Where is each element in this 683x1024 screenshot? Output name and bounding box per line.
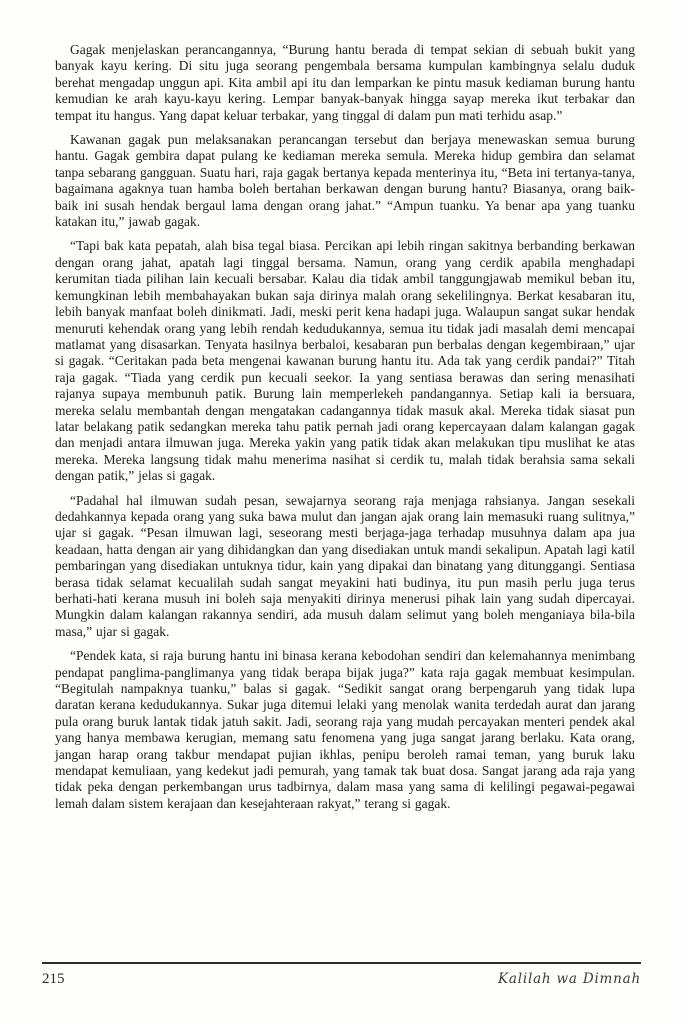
footer-rule [42, 962, 641, 964]
paragraph-2: Kawanan gagak pun melaksanakan perancangan tersebut dan berjaya menewaskan semua burung hantu. Gagak gembira dapat pulang ke kediaman mereka semula. Mereka hidup gembira dan selamat tanpa sebarang gangguan. Suatu hari, raja gagak bertanya kepada menterinya itu, “Beta ini tertanya-tanya, bagaimana agaknya tuan hamba boleh bertahan berkawan dengan burung hantu? Biasanya, orang baik-baik ini susah hendak bergaul lama dengan orang jahat.” “Ampun tuanku. Ya benar apa yang tuanku katakan itu,” jawab gagak. [55, 132, 635, 230]
page-footer [42, 971, 641, 988]
paragraph-1: Gagak menjelaskan perancangannya, “Burung hantu berada di tempat sekian di sebuah bukit yang banyak kayu kering. Di situ juga seorang pengembala bersama kumpulan kambingnya selalu duduk berehat mengadap unggun api. Kita ambil api itu dan lemparkan ke pintu masuk kediaman burung hantu kemudian ke arah kayu-kayu kering. Lempar banyak-banyak hingga sayap mereka ikut terbakar dan tempat itu hangus. Yang dapat keluar terbakar, yang tinggal di dalam pun mati terhidu asap.” [55, 42, 635, 123]
running-title: Kalilah wa Dimnah [498, 971, 641, 987]
page-body [55, 42, 635, 820]
page-number: 215 [42, 971, 65, 987]
paragraph-3: “Tapi bak kata pepatah, alah bisa tegal biasa. Percikan api lebih ringan sakitnya berbanding berkawan dengan orang jahat, apatah lagi tinggal bersama. Namun, orang yang cerdik apabila menghadapi kerumitan tiada pilihan lain kecuali bersabar. Kalau dia tidak ambil tanggungjawab memikul beban itu, kemungkinan lebih membahayakan bukan saja dirinya malah orang sekelilingnya. Berkat kesabaran itu, lebih banyak manfaat boleh dinikmati. Jadi, meski perit kena hadapi juga. Walaupun sangat sukar hendak menuruti kehendak orang yang lebih rendah kedudukannya, semua itu tidak jadi masalah demi mencapai matlamat yang disasarkan. Tenyata hasilnya berbaloi, kesabaran pun berbalas dengan kegembiraan,” ujar si gagak. “Ceritakan pada beta mengenai kawanan burung hantu itu. Ada tak yang cerdik pandai?” Titah raja gagak. “Tiada yang cerdik pun kecuali seekor. Ia yang sentiasa berawas dan sering menasihati rajanya supaya membunuh patik. Burung lain memperlekeh pandangannya. Setiap kali ia bersuara, mereka selalu membantah dengan mengatakan cadangannya tidak masuk akal. Mereka tidak siasat pun latar belakang patik sedangkan mereka tahu patik pernah jadi orang kepercayaan dalam kalangan gagak dan menjadi antara ilmuwan juga. Mereka yakin yang patik tidak akan melakukan tipu muslihat ke atas mereka. Mereka langsung tidak mahu menerima nasihat si cerdik tu, malah tidak berahsia sama sekali dengan patik,” jelas si gagak. [55, 238, 635, 484]
paragraph-4: “Padahal hal ilmuwan sudah pesan, sewajarnya seorang raja menjaga rahsianya. Jangan sesekali dedahkannya kepada orang yang suka bawa mulut dan jangan ajak orang lain memasuki ruang sulitnya,” ujar si gagak. “Pesan ilmuwan lagi, seseorang mesti berjaga-jaga terhadap musuhnya dalam apa jua keadaan, hatta dengan air yang dihidangkan dan yang disediakan untuk mandi sekalipun. Apatah lagi katil pembaringan yang disediakan untuknya tidur, kain yang dipakai dan binatang yang ditunggangi. Sentiasa berasa tidak selamat kecualilah sudah sangat meyakini hati budinya, itu pun masih perlu juga terus berhati-hati kerana musuh ini boleh saja menyakiti dirinya menerusi pihak lain yang sudah dipercayai. Mungkin dalam kalangan rakannya sendiri, ada musuh dalam selimut yang boleh menganiaya bila-bila masa,” ujar si gagak. [55, 492, 635, 639]
paragraph-5: “Pendek kata, si raja burung hantu ini binasa kerana kebodohan sendiri dan kelemahannya menimbang pendapat panglima-panglimanya yang tidak berapa bijak juga?” kata raja gagak membuat kesimpulan. “Begitulah nampaknya tuanku,” balas si gagak. “Sedikit sangat orang berpengaruh yang tidak lupa daratan kerana kedudukannya. Sukar juga ditemui lelaki yang menolak wanita terdedah aurat dan jarang pula orang buruk lantak tidak jatuh sakit. Jadi, seorang raja yang mudah percayakan menteri pendek akal yang hanya membawa kerugian, memang satu fenomena yang juga sangat jarang berlaku. Kata orang, jangan harap orang takbur mendapat pujian ikhlas, penipu beroleh ramai teman, yang buruk laku mendapat kemuliaan, yang kedekut jadi pemurah, yang tamak tak buat dosa. Sangat jarang ada raja yang tidak peka dengan perkembangan urus tadbirnya, dalam masa yang sama di kelilingi pegawai-pegawai lemah dalam sistem kerajaan dan kesejahteraan rakyat,” terang si gagak. [55, 648, 635, 811]
